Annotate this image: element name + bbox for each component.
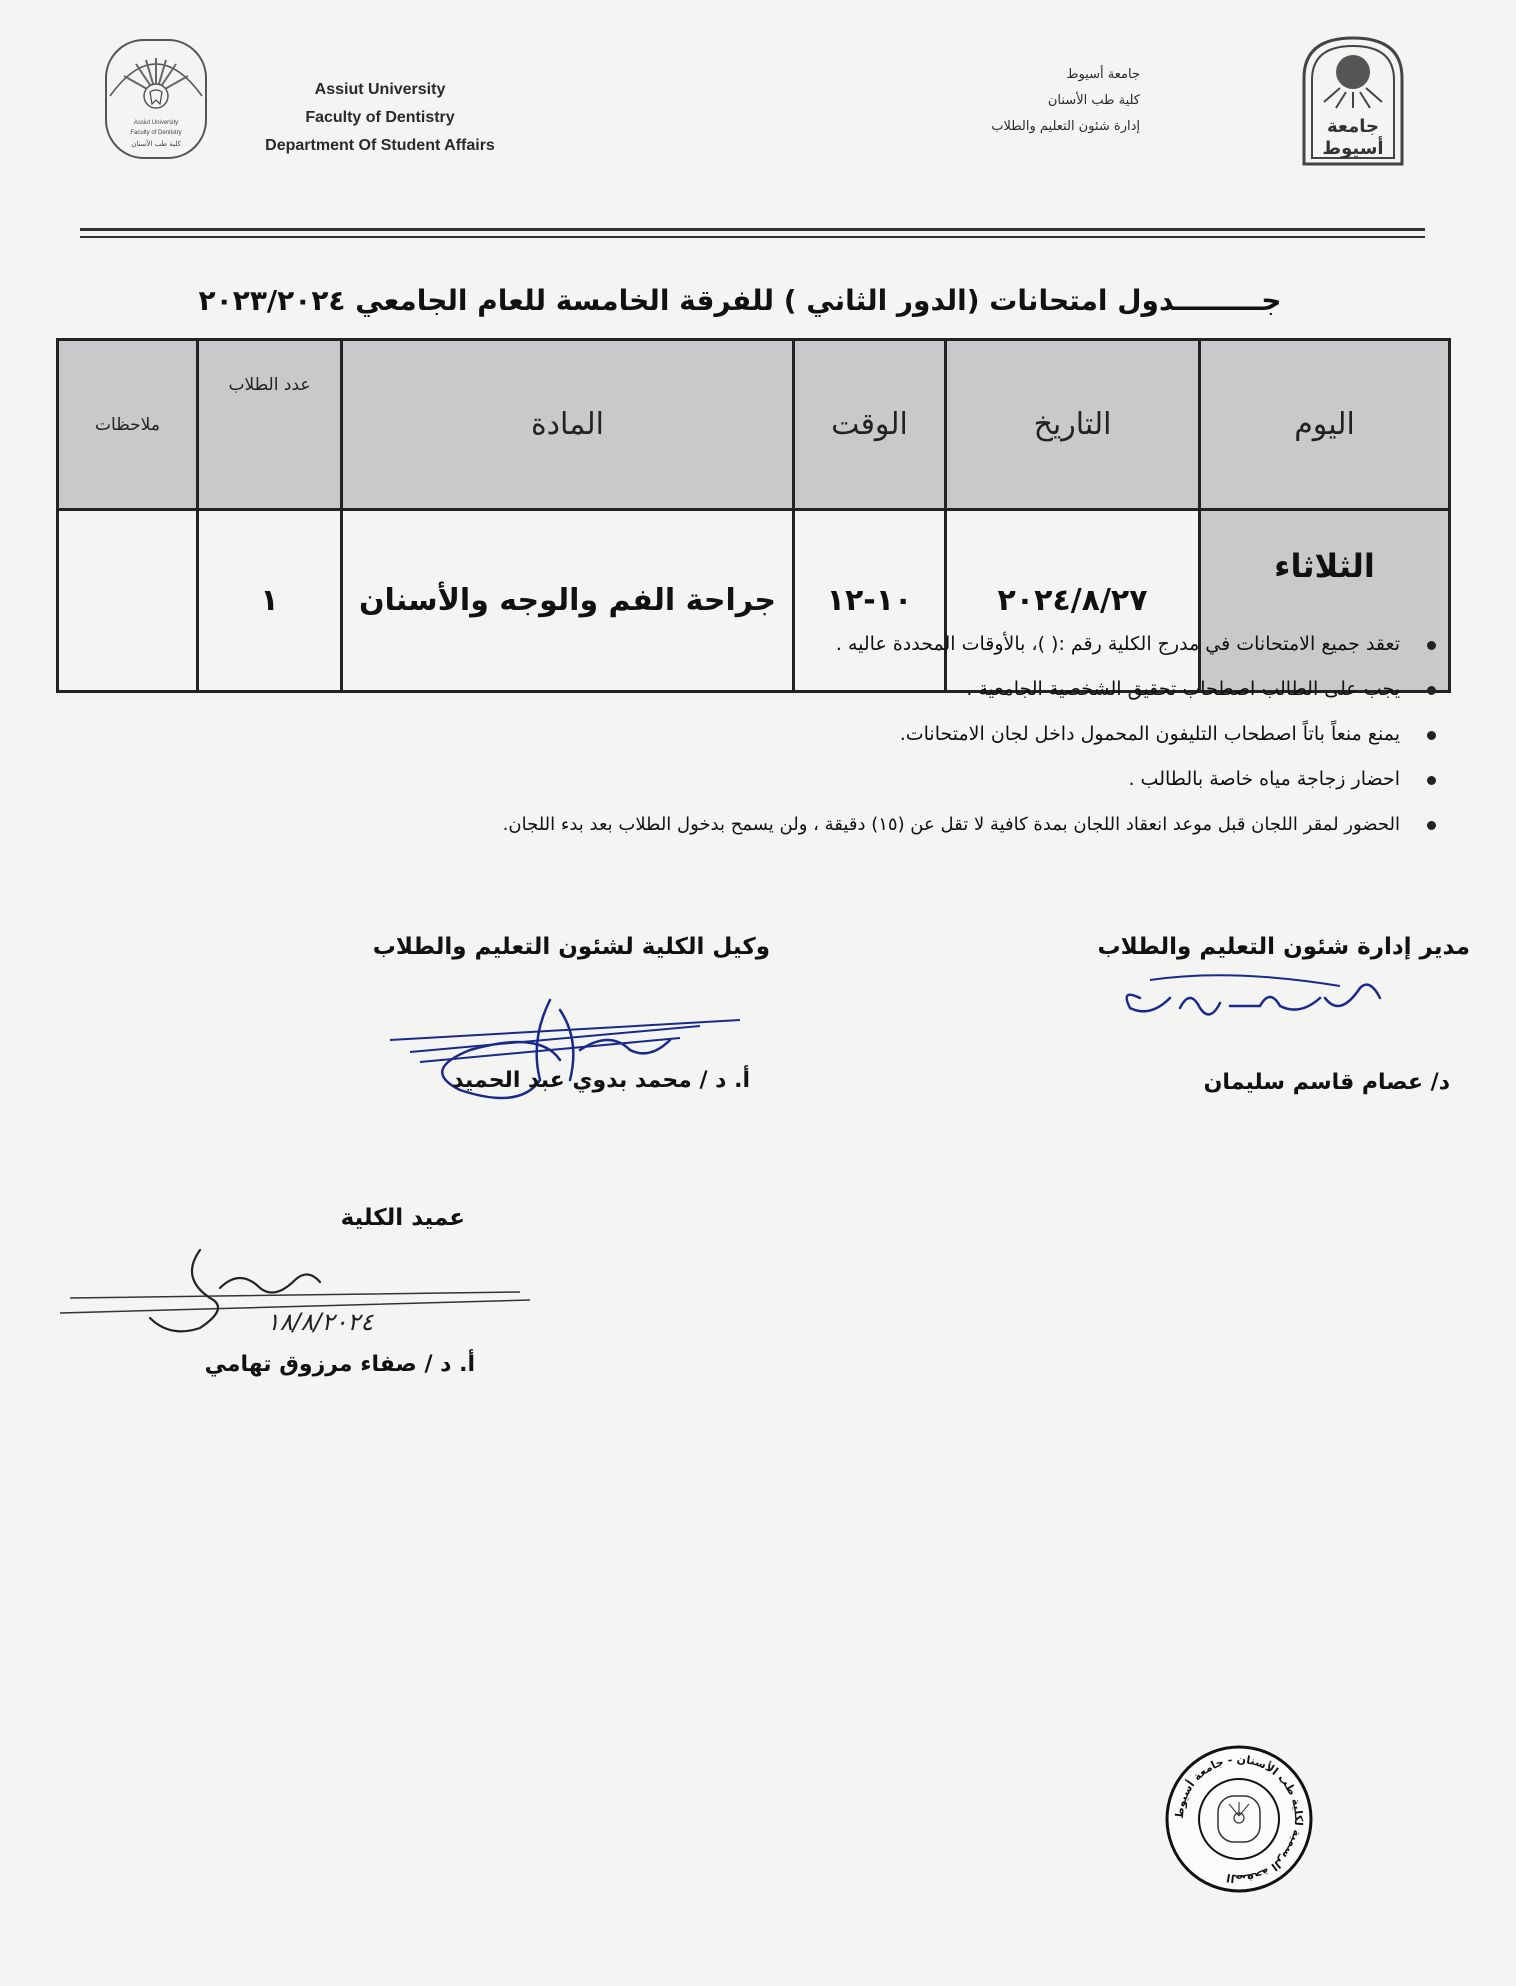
header-divider-thin	[80, 236, 1425, 238]
department-name-en: Department Of Student Affairs	[265, 137, 495, 154]
list-item: تعقد جميع الامتحانات في مدرج الكلية رقم :( )، بالأوقات المحددة عاليه .	[140, 622, 1440, 667]
faculty-name-en: Faculty of Dentistry	[305, 109, 455, 126]
director-name: د/ عصام قاسم سليمان	[1203, 1070, 1450, 1095]
dean-title: عميد الكلية	[340, 1205, 465, 1231]
header-day: اليوم	[1200, 340, 1450, 510]
university-header-en	[230, 76, 530, 160]
list-item: احضار زجاجة مياه خاصة بالطالب .	[140, 757, 1440, 802]
university-logo-right	[1298, 32, 1408, 168]
header-students: عدد الطلاب	[198, 340, 342, 510]
header-notes: ملاحظات	[58, 340, 198, 510]
logo-left-line-3: كلية طب الأسنان	[131, 140, 181, 148]
vice-dean-title: وكيل الكلية لشئون التعليم والطلاب	[372, 934, 770, 960]
university-header-ar	[880, 62, 1140, 140]
cell-subject: جراحة الفم والوجه والأسنان	[342, 510, 794, 692]
list-item: يجب على الطالب اصطحاب تحقيق الشخصية الجامعية .	[140, 667, 1440, 712]
university-name-ar: جامعة أسيوط	[1066, 67, 1140, 82]
vice-dean-signature	[380, 980, 760, 1120]
list-item: الحضور لمقر اللجان قبل موعد انعقاد اللجان بمدة كافية لا تقل عن (١٥) دقيقة ، ولن يسمح بدخول الطلاب بعد بدء اللجان.	[140, 802, 1440, 847]
cell-date: ٢٠٢٤/٨/٢٧	[946, 510, 1200, 692]
logo-right-line-2: أسيوط	[1322, 138, 1384, 159]
university-name-en: Assiut University	[314, 81, 446, 98]
department-name-ar: إدارة شئون التعليم والطلاب	[991, 119, 1140, 134]
official-stamp	[1164, 1744, 1314, 1894]
cell-day: الثلاثاء	[1200, 510, 1450, 692]
instructions-list	[140, 622, 1440, 847]
stamp-ring-text: الصفحة الرسمية لكلية طب الأسنان - جامعة أسيوط	[1172, 1752, 1306, 1886]
logo-left-line-2: Faculty of Dentistry	[130, 130, 182, 136]
faculty-name-ar: كلية طب الأسنان	[1047, 93, 1140, 108]
list-item: يمنع منعاً باتاً اصطحاب التليفون المحمول داخل لجان الامتحانات.	[140, 712, 1440, 757]
header-subject: المادة	[342, 340, 794, 510]
header-time: الوقت	[794, 340, 946, 510]
dean-handwritten-date: ١٨/٨/٢٠٢٤	[266, 1308, 374, 1336]
header-divider-thick	[80, 228, 1425, 231]
schedule-title: جـــــــــدول امتحانات (الدور الثاني ) للفرقة الخامسة للعام الجامعي ٢٠٢٣/٢٠٢٤	[198, 284, 1282, 317]
cell-students: ١	[198, 510, 342, 692]
table-header-row	[58, 340, 1450, 510]
director-signature	[1110, 968, 1410, 1048]
cell-time: ١٠-١٢	[794, 510, 946, 692]
logo-left-line-1: Assiut University	[133, 120, 179, 126]
header-date: التاريخ	[946, 340, 1200, 510]
logo-right-line-1: جامعة	[1327, 116, 1379, 137]
dean-signature	[50, 1238, 530, 1348]
director-title: مدير إدارة شئون التعليم والطلاب	[1097, 934, 1470, 960]
vice-dean-name: أ. د / محمد بدوي عبد الحميد	[452, 1068, 750, 1093]
faculty-logo-left	[100, 36, 212, 164]
dean-name: أ. د / صفاء مرزوق تهامي	[204, 1352, 475, 1377]
